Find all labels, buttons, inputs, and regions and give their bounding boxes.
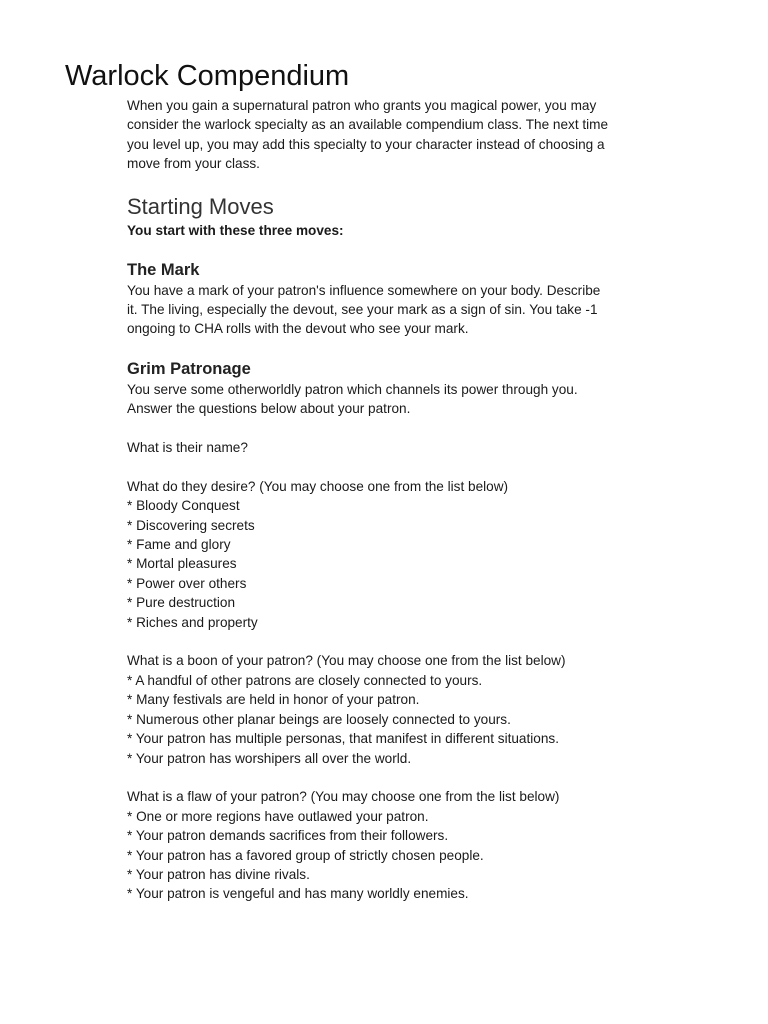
intro-paragraph bbox=[127, 96, 727, 174]
the-mark-line: You have a mark of your patron's influence somewhere on your body. Describe bbox=[127, 282, 601, 298]
patron-name-question: What is their name? bbox=[127, 440, 248, 456]
grim-patronage-heading: Grim Patronage bbox=[127, 359, 251, 378]
grim-patronage-paragraph bbox=[127, 380, 727, 419]
starting-moves-subheading: You start with these three moves: bbox=[127, 222, 344, 238]
list-item: * Numerous other planar beings are loosely connected to yours. bbox=[127, 711, 511, 727]
list-item: * Pure destruction bbox=[127, 595, 236, 611]
list-item: * Discovering secrets bbox=[127, 517, 255, 533]
the-mark-line: it. The living, especially the devout, see your mark as a sign of sin. You take -1 bbox=[127, 302, 598, 318]
boon-question: What is a boon of your patron? (You may choose one from the list below) bbox=[127, 653, 566, 669]
list-item: * A handful of other patrons are closely connected to yours. bbox=[127, 672, 483, 688]
list-item: * Your patron has multiple personas, that manifest in different situations. bbox=[127, 731, 559, 747]
intro-line: move from your class. bbox=[127, 156, 260, 172]
desire-list bbox=[127, 496, 727, 632]
list-item: * Power over others bbox=[127, 575, 247, 591]
list-item: * Your patron has divine rivals. bbox=[127, 866, 310, 882]
the-mark-paragraph bbox=[127, 281, 727, 339]
list-item: * Your patron demands sacrifices from their followers. bbox=[127, 828, 449, 844]
list-item: * Your patron has worshipers all over the world. bbox=[127, 750, 412, 766]
document-body bbox=[127, 96, 727, 904]
intro-line: you level up, you may add this specialty to your character instead of choosing a bbox=[127, 136, 605, 152]
document-title: Warlock Compendium bbox=[65, 60, 350, 92]
grim-patronage-line: Answer the questions below about your patron. bbox=[127, 401, 411, 417]
flaw-question: What is a flaw of your patron? (You may choose one from the list below) bbox=[127, 789, 560, 805]
starting-moves-heading: Starting Moves bbox=[127, 193, 274, 219]
list-item: * Many festivals are held in honor of your patron. bbox=[127, 692, 420, 708]
list-item: * Bloody Conquest bbox=[127, 498, 240, 514]
list-item: * Fame and glory bbox=[127, 537, 231, 553]
intro-line: consider the warlock specialty as an available compendium class. The next time bbox=[127, 117, 609, 133]
boon-list bbox=[127, 671, 727, 768]
list-item: * One or more regions have outlawed your patron. bbox=[127, 808, 429, 824]
intro-line: When you gain a supernatural patron who grants you magical power, you may bbox=[127, 98, 597, 113]
the-mark-heading: The Mark bbox=[127, 260, 200, 279]
the-mark-line: ongoing to CHA rolls with the devout who see your mark. bbox=[127, 321, 469, 337]
list-item: * Riches and property bbox=[127, 614, 258, 630]
desire-question: What do they desire? (You may choose one from the list below) bbox=[127, 478, 509, 494]
list-item: * Mortal pleasures bbox=[127, 556, 237, 572]
list-item: * Your patron has a favored group of strictly chosen people. bbox=[127, 847, 484, 863]
list-item: * Your patron is vengeful and has many worldly enemies. bbox=[127, 886, 469, 902]
flaw-list bbox=[127, 807, 727, 904]
grim-patronage-line: You serve some otherworldly patron which channels its power through you. bbox=[127, 381, 578, 397]
